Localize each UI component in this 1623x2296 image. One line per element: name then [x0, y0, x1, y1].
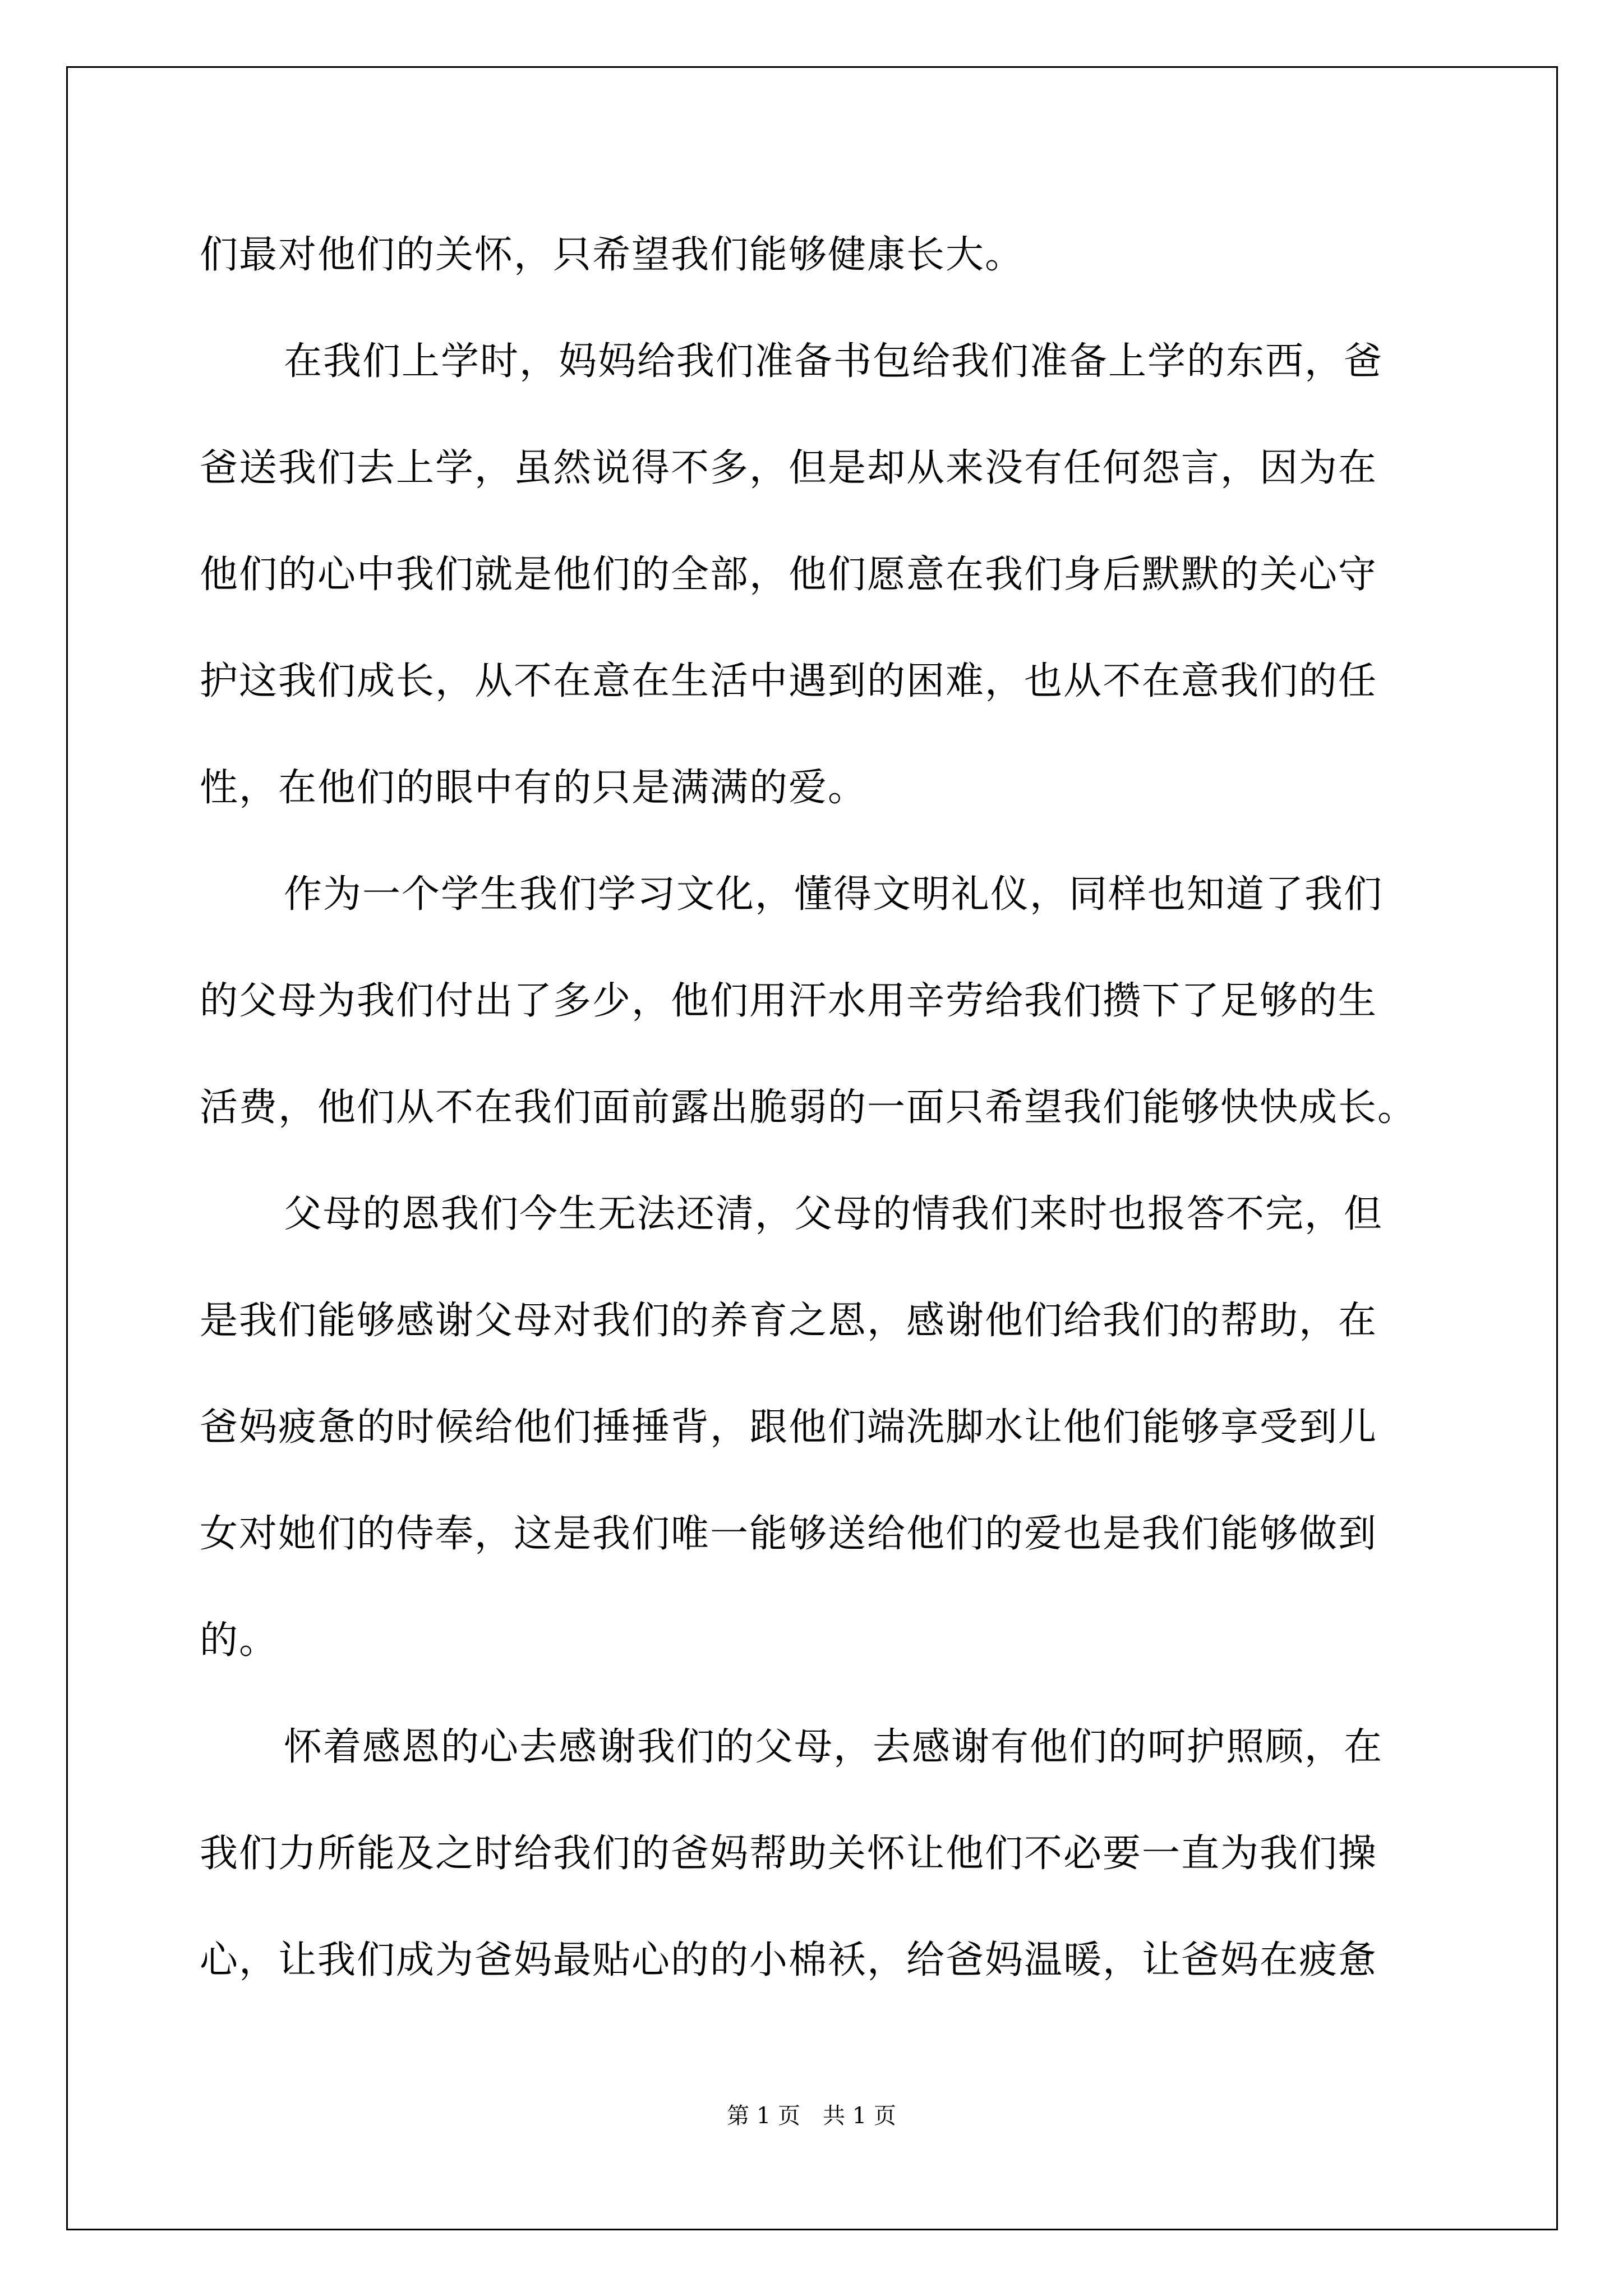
paragraph-start: 父母的恩我们今生无法还清，父母的情我们来时也报答不完，但 — [284, 1192, 1384, 1236]
text-line: 心，让我们成为爸妈最贴心的的小棉袄，给爸妈温暖，让爸妈在疲惫 — [200, 1938, 1378, 1982]
text-line: 活费，他们从不在我们面前露出脆弱的一面只希望我们能够快快成长。 — [200, 1085, 1417, 1130]
text-line: 性，在他们的眼中有的只是满满的爱。 — [200, 766, 868, 810]
text-line: 我们力所能及之时给我们的爸妈帮助关怀让他们不必要一直为我们操 — [200, 1832, 1378, 1876]
text-line: 女对她们的侍奉，这是我们唯一能够送给他们的爱也是我们能够做到 — [200, 1512, 1378, 1556]
paragraph-start: 在我们上学时，妈妈给我们准备书包给我们准备上学的东西，爸 — [284, 339, 1384, 384]
document-body — [200, 202, 1433, 2014]
text-line: 的。 — [200, 1618, 279, 1663]
text-line: 爸妈疲惫的时候给他们捶捶背，跟他们端洗脚水让他们能够享受到儿 — [200, 1405, 1378, 1450]
paragraph-start: 怀着感恩的心去感谢我们的父母，去感谢有他们的呵护照顾，在 — [284, 1725, 1384, 1769]
paragraph-start: 作为一个学生我们学习文化，懂得文明礼仪，同样也知道了我们 — [284, 872, 1384, 917]
text-line: 他们的心中我们就是他们的全部，他们愿意在我们身后默默的关心守 — [200, 553, 1378, 597]
text-line: 的父母为我们付出了多少，他们用汗水用辛劳给我们攒下了足够的生 — [200, 979, 1378, 1023]
text-line: 爸送我们去上学，虽然说得不多，但是却从来没有任何怨言，因为在 — [200, 446, 1378, 490]
page-footer: 第 1 页 共 1 页 — [727, 2103, 896, 2129]
text-line: 们最对他们的关怀，只希望我们能够健康长大。 — [200, 233, 1025, 277]
text-line: 是我们能够感谢父母对我们的养育之恩，感谢他们给我们的帮助，在 — [200, 1299, 1378, 1343]
text-line: 护这我们成长，从不在意在生活中遇到的困难，也从不在意我们的任 — [200, 659, 1378, 703]
